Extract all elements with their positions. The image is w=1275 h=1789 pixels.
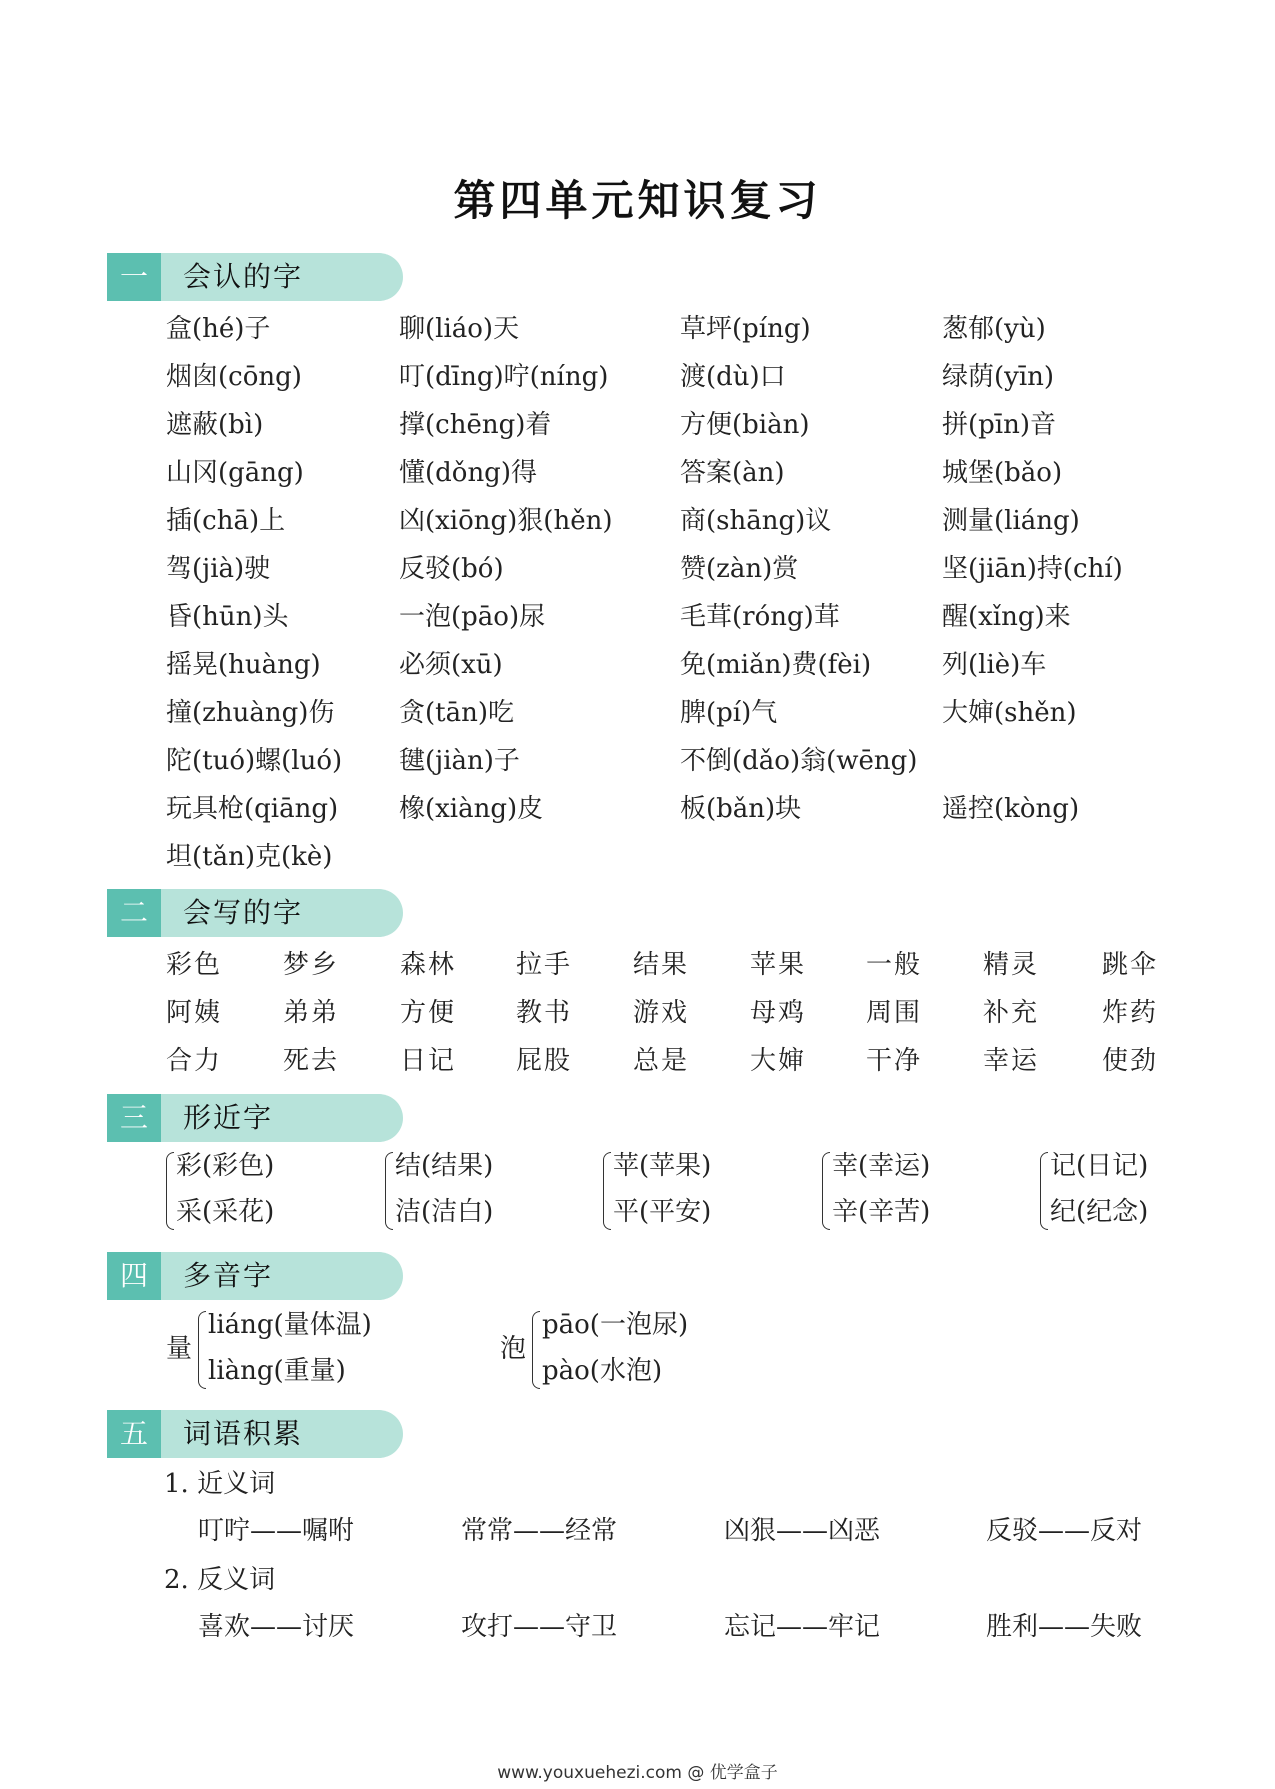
write-word: 死去 bbox=[283, 1046, 340, 1076]
recognize-item: 答案(àn) bbox=[680, 458, 785, 488]
section-label: 形近字 bbox=[183, 1101, 274, 1134]
recognize-item: 葱郁(yù) bbox=[942, 314, 1046, 344]
section-header-vocab bbox=[107, 1410, 403, 1458]
recognize-item: 草坪(píng) bbox=[680, 314, 811, 344]
recognize-item: 商(shāng)议 bbox=[680, 506, 832, 536]
recognize-item: 列(liè)车 bbox=[942, 650, 1047, 680]
recognize-item: 反驳(bó) bbox=[399, 554, 504, 584]
write-word: 总是 bbox=[633, 1046, 690, 1076]
recognize-item: 昏(hūn)头 bbox=[166, 602, 289, 632]
polyphone-char: 量 bbox=[166, 1334, 193, 1364]
antonym-pair: 胜利——失败 bbox=[986, 1612, 1143, 1642]
recognize-item: 遥控(kòng) bbox=[942, 794, 1080, 824]
antonym-pair: 喜欢——讨厌 bbox=[198, 1612, 355, 1642]
section-number: 二 bbox=[107, 889, 161, 937]
recognize-item: 毽(jiàn)子 bbox=[399, 746, 520, 776]
similar-line: 幸(幸运) bbox=[832, 1151, 931, 1181]
section-header-write bbox=[107, 889, 403, 937]
section-header-polyphone bbox=[107, 1252, 403, 1300]
similar-line: 彩(彩色) bbox=[176, 1151, 275, 1181]
write-word: 屁股 bbox=[516, 1046, 573, 1076]
recognize-item: 赞(zàn)赏 bbox=[680, 554, 799, 584]
write-word: 跳伞 bbox=[1102, 950, 1159, 980]
section-number: 三 bbox=[107, 1094, 161, 1142]
recognize-item: 免(miǎn)费(fèi) bbox=[680, 650, 872, 680]
recognize-item: 撑(chēng)着 bbox=[399, 410, 552, 440]
antonym-pair: 忘记——牢记 bbox=[724, 1612, 881, 1642]
section-number: 五 bbox=[107, 1410, 161, 1458]
recognize-item: 脾(pí)气 bbox=[680, 698, 778, 728]
synonym-pair: 叮咛——嘱咐 bbox=[198, 1516, 355, 1546]
recognize-item: 陀(tuó)螺(luó) bbox=[166, 746, 343, 776]
write-word: 森林 bbox=[400, 950, 457, 980]
recognize-item: 橡(xiàng)皮 bbox=[399, 794, 544, 824]
similar-line: 纪(纪念) bbox=[1050, 1197, 1149, 1227]
synonym-pair: 常常——经常 bbox=[461, 1516, 618, 1546]
polyphone-reading: liàng(重量) bbox=[208, 1356, 346, 1386]
synonyms-label: 1. 近义词 bbox=[164, 1469, 276, 1499]
recognize-item: 懂(dǒng)得 bbox=[399, 458, 537, 488]
section-label: 会写的字 bbox=[183, 896, 304, 929]
recognize-item: 板(bǎn)块 bbox=[680, 794, 802, 824]
write-word: 合力 bbox=[166, 1046, 223, 1076]
write-word: 幸运 bbox=[983, 1046, 1040, 1076]
recognize-item: 撞(zhuàng)伤 bbox=[166, 698, 335, 728]
recognize-item: 插(chā)上 bbox=[166, 506, 286, 536]
similar-line: 平(平安) bbox=[613, 1197, 712, 1227]
synonym-pair: 反驳——反对 bbox=[986, 1516, 1143, 1546]
section-number: 一 bbox=[107, 253, 161, 301]
recognize-item: 摇晃(huàng) bbox=[166, 650, 321, 680]
recognize-item: 方便(biàn) bbox=[680, 410, 810, 440]
recognize-item: 绿荫(yīn) bbox=[942, 362, 1055, 392]
recognize-item: 遮蔽(bì) bbox=[166, 410, 264, 440]
write-word: 使劲 bbox=[1102, 1046, 1159, 1076]
recognize-item: 叮(dīng)咛(níng) bbox=[399, 362, 609, 392]
antonym-pair: 攻打——守卫 bbox=[461, 1612, 618, 1642]
write-word: 精灵 bbox=[983, 950, 1040, 980]
write-word: 阿姨 bbox=[166, 998, 223, 1028]
recognize-item: 盒(hé)子 bbox=[166, 314, 271, 344]
section-header-recognize bbox=[107, 253, 403, 301]
polyphone-reading: liáng(量体温) bbox=[208, 1310, 372, 1340]
write-word: 干净 bbox=[866, 1046, 923, 1076]
recognize-item: 凶(xiōng)狠(hěn) bbox=[399, 506, 613, 536]
write-word: 一般 bbox=[866, 950, 923, 980]
recognize-item: 聊(liáo)天 bbox=[399, 314, 520, 344]
recognize-item: 渡(dù)口 bbox=[680, 362, 786, 392]
write-word: 梦乡 bbox=[283, 950, 340, 980]
recognize-item: 玩具枪(qiāng) bbox=[166, 794, 339, 824]
section-label: 多音字 bbox=[183, 1259, 274, 1292]
write-word: 教书 bbox=[516, 998, 573, 1028]
similar-line: 洁(洁白) bbox=[395, 1197, 494, 1227]
recognize-item: 山冈(gāng) bbox=[166, 458, 304, 488]
section-number: 四 bbox=[107, 1252, 161, 1300]
similar-line: 辛(辛苦) bbox=[832, 1197, 931, 1227]
similar-line: 苹(苹果) bbox=[613, 1151, 712, 1181]
polyphone-char: 泡 bbox=[500, 1334, 527, 1364]
write-word: 结果 bbox=[633, 950, 690, 980]
polyphone-reading: pāo(一泡尿) bbox=[542, 1310, 689, 1340]
write-word: 周围 bbox=[866, 998, 923, 1028]
write-word: 弟弟 bbox=[283, 998, 340, 1028]
section-label: 词语积累 bbox=[183, 1417, 304, 1450]
similar-line: 采(采花) bbox=[176, 1197, 275, 1227]
write-word: 方便 bbox=[400, 998, 457, 1028]
recognize-item: 烟囱(cōng) bbox=[166, 362, 302, 392]
write-word: 游戏 bbox=[633, 998, 690, 1028]
recognize-item: 必须(xū) bbox=[399, 650, 503, 680]
recognize-item: 驾(jià)驶 bbox=[166, 554, 271, 584]
recognize-item: 贪(tān)吃 bbox=[399, 698, 514, 728]
recognize-item: 城堡(bǎo) bbox=[942, 458, 1063, 488]
write-word: 大婶 bbox=[750, 1046, 807, 1076]
recognize-item: 醒(xǐng)来 bbox=[942, 602, 1071, 632]
recognize-item: 毛茸(róng)茸 bbox=[680, 602, 840, 632]
write-word: 炸药 bbox=[1102, 998, 1159, 1028]
recognize-item: 坦(tǎn)克(kè) bbox=[166, 842, 333, 872]
antonyms-label: 2. 反义词 bbox=[164, 1565, 276, 1595]
similar-line: 记(日记) bbox=[1050, 1151, 1149, 1181]
write-word: 日记 bbox=[400, 1046, 457, 1076]
similar-line: 结(结果) bbox=[395, 1151, 494, 1181]
write-word: 苹果 bbox=[750, 950, 807, 980]
write-word: 拉手 bbox=[516, 950, 573, 980]
write-word: 彩色 bbox=[166, 950, 223, 980]
recognize-item: 不倒(dǎo)翁(wēng) bbox=[680, 746, 918, 776]
recognize-item: 坚(jiān)持(chí) bbox=[942, 554, 1123, 584]
recognize-item: 测量(liáng) bbox=[942, 506, 1080, 536]
write-word: 补充 bbox=[983, 998, 1040, 1028]
footer-watermark: www.youxuehezi.com @ 优学盒子 bbox=[497, 1763, 778, 1783]
synonym-pair: 凶狠——凶恶 bbox=[724, 1516, 881, 1546]
page-title: 第四单元知识复习 bbox=[453, 176, 822, 225]
write-word: 母鸡 bbox=[750, 998, 807, 1028]
polyphone-reading: pào(水泡) bbox=[542, 1356, 663, 1386]
section-label: 会认的字 bbox=[183, 260, 304, 293]
recognize-item: 大婶(shěn) bbox=[942, 698, 1077, 728]
section-header-similar bbox=[107, 1094, 403, 1142]
recognize-item: 拼(pīn)音 bbox=[942, 410, 1056, 440]
recognize-item: 一泡(pāo)尿 bbox=[399, 602, 546, 632]
